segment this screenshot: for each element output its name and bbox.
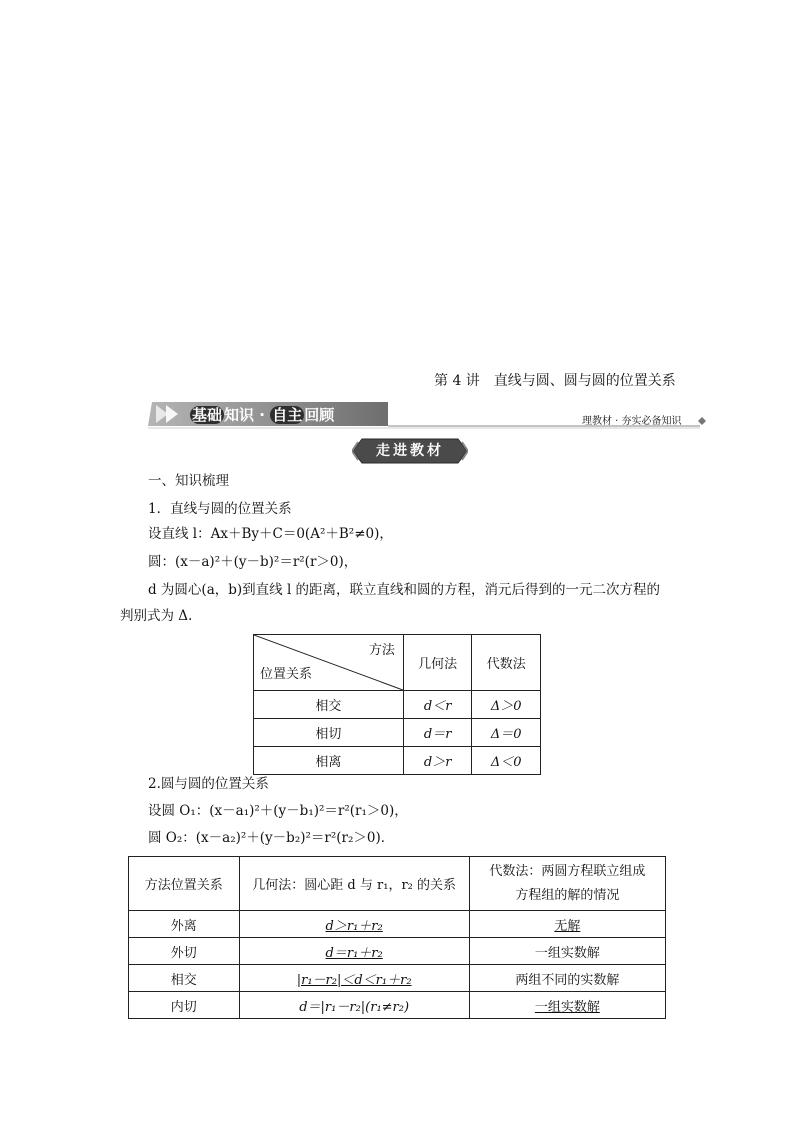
lecture-title: 第 4 讲 直线与圆、圆与圆的位置关系 — [434, 373, 676, 389]
table1-row-alg: Δ＜0 — [472, 747, 541, 775]
table2-header-2-line1: 代数法：两圆方程联立组成 — [489, 863, 646, 879]
line-equation: 设直线 l：Ax＋By＋C＝0(A²＋B²≠0)， — [148, 526, 393, 542]
table2-row-geo: d＞r₁＋r₂ — [239, 911, 469, 938]
table2-row-geo: d＝r₁＋r₂ — [239, 938, 469, 965]
table2-row-label: 外切 — [129, 938, 240, 965]
table2-row-alg: 一组实数解 — [469, 938, 665, 965]
table2-row-label: 相交 — [129, 965, 240, 992]
table2-row-alg: 两组不同的实数解 — [469, 965, 665, 992]
item-heading-2: 2.圆与圆的位置关系 — [148, 776, 269, 792]
table2-row-geo: |r₁－r₂|＜d＜r₁＋r₂ — [239, 965, 469, 992]
banner-title — [190, 404, 334, 425]
table1-row-label: 相切 — [254, 719, 404, 747]
table2-header-1: 几何法：圆心距 d 与 r₁，r₂ 的关系 — [239, 857, 469, 911]
table2-row-geo: d＝|r₁－r₂|(r₁≠r₂) — [239, 992, 469, 1019]
banner-text-4: 回顾 — [304, 406, 335, 424]
table1-row-label: 相交 — [254, 691, 404, 719]
table1-header-alg: 代数法 — [472, 635, 541, 691]
table1-row-alg: Δ＝0 — [472, 719, 541, 747]
circle-o1-equation: 设圆 O₁：(x－a₁)²＋(y－b₁)²＝r²(r₁＞0)， — [148, 803, 408, 819]
banner-dot: · — [259, 406, 265, 424]
circle-o2-equation: 圆 O₂：(x－a₂)²＋(y－b₂)²＝r²(r₂＞0)． — [148, 830, 395, 846]
banner-text-1: 基础 — [192, 406, 223, 424]
table2-row-label: 内切 — [129, 992, 240, 1019]
line-circle-table — [253, 634, 541, 775]
banner-subtitle: 理教材 · 夯实必备知识 — [582, 416, 682, 427]
circle-equation: 圆：(x－a)²＋(y－b)²＝r²(r＞0)， — [148, 554, 358, 570]
table2-row-alg: 无解 — [469, 911, 665, 938]
table1-row-alg: Δ＞0 — [472, 691, 541, 719]
table1-header-geo: 几何法 — [403, 635, 472, 691]
table1-row-geo: d＜r — [403, 691, 472, 719]
banner-text-3: 自主 — [272, 406, 303, 424]
distance-description: d 为圆心(a，b)到直线 l 的距离，联立直线和圆的方程，消元后得到的一元二次方程的 — [148, 582, 661, 598]
item-heading-1: 1．直线与圆的位置关系 — [148, 501, 292, 517]
corner-bottom-label: 位置关系 — [260, 667, 313, 682]
banner-text-2: 知识 — [224, 406, 255, 424]
subhead-label: 走进教材 — [376, 443, 444, 459]
circle-circle-table — [128, 856, 666, 1019]
table2-header-2 — [469, 857, 665, 911]
table1-row-geo: d＝r — [403, 719, 472, 747]
table2-header-2-line2: 方程组的解的情况 — [515, 887, 620, 903]
table2-row-alg: 一组实数解 — [469, 992, 665, 1019]
table2-row-label: 外离 — [129, 911, 240, 938]
table1-row-label: 相离 — [254, 747, 404, 775]
table2-header-0: 方法位置关系 — [129, 857, 240, 911]
table1-corner-cell — [254, 635, 404, 691]
corner-top-label: 方法 — [368, 643, 395, 658]
distance-description-cont: 判别式为 Δ. — [120, 608, 193, 624]
section-heading: 一、知识梳理 — [148, 473, 229, 489]
table1-row-geo: d＞r — [403, 747, 472, 775]
